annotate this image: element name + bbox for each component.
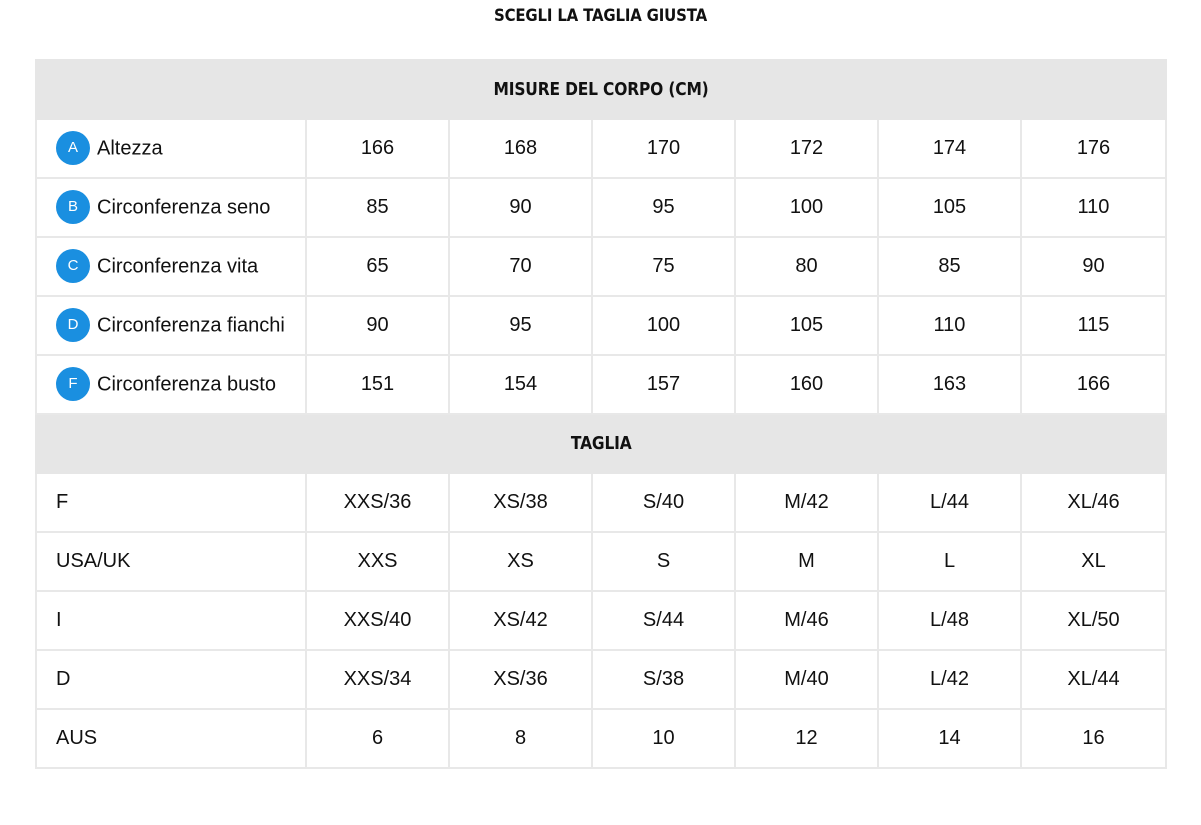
table-cell: 95 xyxy=(592,178,735,237)
size-header-row xyxy=(36,414,1166,473)
body-measurements-header-row xyxy=(36,60,1166,119)
table-row xyxy=(36,709,1166,768)
table-cell: L xyxy=(878,532,1021,591)
measurement-badge-icon: D xyxy=(56,308,90,342)
table-cell: XS xyxy=(449,532,592,591)
table-cell: 154 xyxy=(449,355,592,414)
table-cell: S xyxy=(592,532,735,591)
table-cell: S/40 xyxy=(592,473,735,532)
table-cell: L/42 xyxy=(878,650,1021,709)
measurement-badge-icon: B xyxy=(56,190,90,224)
table-cell: 176 xyxy=(1021,119,1166,178)
table-cell: 90 xyxy=(1021,237,1166,296)
size-system-label: D xyxy=(36,650,306,709)
table-cell: M xyxy=(735,532,878,591)
table-cell: 16 xyxy=(1021,709,1166,768)
table-row xyxy=(36,650,1166,709)
table-cell: 10 xyxy=(592,709,735,768)
table-cell: M/40 xyxy=(735,650,878,709)
table-cell: 6 xyxy=(306,709,449,768)
table-cell: 170 xyxy=(592,119,735,178)
table-cell: 166 xyxy=(306,119,449,178)
table-row xyxy=(36,532,1166,591)
table-cell: XXS/34 xyxy=(306,650,449,709)
measurement-badge-icon: C xyxy=(56,249,90,283)
table-cell: XXS xyxy=(306,532,449,591)
table-cell: L/48 xyxy=(878,591,1021,650)
table-cell: 90 xyxy=(449,178,592,237)
table-cell: 151 xyxy=(306,355,449,414)
table-cell: XL xyxy=(1021,532,1166,591)
table-cell: XL/46 xyxy=(1021,473,1166,532)
table-cell: 110 xyxy=(1021,178,1166,237)
table-cell: M/42 xyxy=(735,473,878,532)
table-cell: XS/42 xyxy=(449,591,592,650)
measurement-label: Circonferenza busto xyxy=(97,373,276,395)
table-cell: XXS/36 xyxy=(306,473,449,532)
table-cell: XL/50 xyxy=(1021,591,1166,650)
measurement-label-cell xyxy=(36,355,306,414)
measurement-label-cell xyxy=(36,237,306,296)
table-cell: S/38 xyxy=(592,650,735,709)
size-header: TAGLIA xyxy=(36,414,1166,473)
measurement-badge-icon: A xyxy=(56,131,90,165)
size-system-label: USA/UK xyxy=(36,532,306,591)
table-cell: 8 xyxy=(449,709,592,768)
page-title: SCEGLI LA TAGLIA GIUSTA xyxy=(493,6,708,26)
table-cell: 90 xyxy=(306,296,449,355)
table-row xyxy=(36,119,1166,178)
table-cell: 100 xyxy=(735,178,878,237)
table-row xyxy=(36,178,1166,237)
table-row xyxy=(36,355,1166,414)
table-row xyxy=(36,237,1166,296)
table-cell: XS/38 xyxy=(449,473,592,532)
table-cell: 12 xyxy=(735,709,878,768)
table-cell: XL/44 xyxy=(1021,650,1166,709)
table-cell: 95 xyxy=(449,296,592,355)
table-cell: 14 xyxy=(878,709,1021,768)
table-cell: 70 xyxy=(449,237,592,296)
size-system-label: F xyxy=(36,473,306,532)
table-cell: 172 xyxy=(735,119,878,178)
table-cell: M/46 xyxy=(735,591,878,650)
table-cell: 110 xyxy=(878,296,1021,355)
table-cell: 80 xyxy=(735,237,878,296)
table-cell: 168 xyxy=(449,119,592,178)
table-cell: 166 xyxy=(1021,355,1166,414)
measurement-label: Circonferenza fianchi xyxy=(97,314,285,336)
table-cell: XXS/40 xyxy=(306,591,449,650)
measurement-badge-icon: F xyxy=(56,367,90,401)
table-cell: L/44 xyxy=(878,473,1021,532)
measurement-label: Altezza xyxy=(97,137,163,159)
table-cell: 115 xyxy=(1021,296,1166,355)
table-cell: 160 xyxy=(735,355,878,414)
table-cell: S/44 xyxy=(592,591,735,650)
table-cell: 85 xyxy=(306,178,449,237)
table-row xyxy=(36,296,1166,355)
size-chart-table xyxy=(35,59,1167,769)
size-system-label: I xyxy=(36,591,306,650)
measurement-label-cell xyxy=(36,119,306,178)
measurement-label: Circonferenza seno xyxy=(97,196,271,218)
table-cell: 75 xyxy=(592,237,735,296)
table-row xyxy=(36,591,1166,650)
measurement-label-cell xyxy=(36,178,306,237)
table-row xyxy=(36,473,1166,532)
body-measurements-header: MISURE DEL CORPO (CM) xyxy=(36,60,1166,119)
table-cell: 100 xyxy=(592,296,735,355)
table-cell: 174 xyxy=(878,119,1021,178)
size-system-label: AUS xyxy=(36,709,306,768)
table-cell: 65 xyxy=(306,237,449,296)
table-cell: 157 xyxy=(592,355,735,414)
table-cell: 163 xyxy=(878,355,1021,414)
table-cell: 105 xyxy=(878,178,1021,237)
table-cell: 85 xyxy=(878,237,1021,296)
measurement-label: Circonferenza vita xyxy=(97,255,259,277)
table-cell: XS/36 xyxy=(449,650,592,709)
table-cell: 105 xyxy=(735,296,878,355)
measurement-label-cell xyxy=(36,296,306,355)
